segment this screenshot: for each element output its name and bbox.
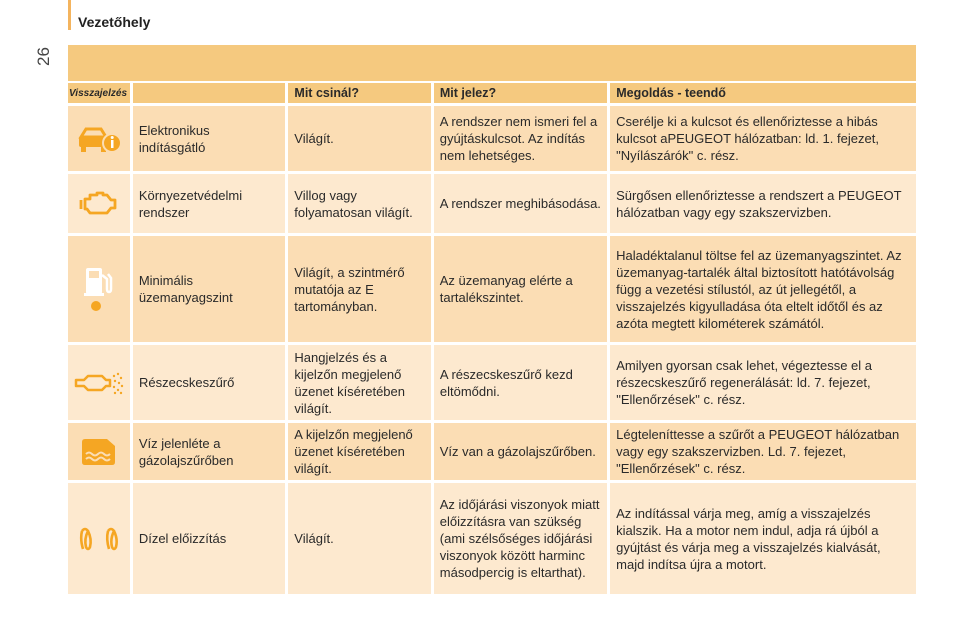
row-what: Hangjelzés és a kijelzőn megjelenő üzenet kíséretében világít.: [288, 345, 430, 420]
row-name: Dízel előizzítás: [133, 483, 285, 594]
row-solution: Cserélje ki a kulcsot és ellenőriztesse a hibás kulcsot aPEUGEOT hálózatban: ld. 1. fejezet, "Nyílászárók" c. rész.: [610, 106, 916, 171]
table-row: [68, 483, 916, 594]
row-what: Világít.: [288, 483, 431, 594]
row-what: Villog vagy folyamatosan világít.: [288, 174, 431, 233]
header-icon-column: Visszajelzés: [68, 83, 130, 103]
table-row: [68, 423, 916, 480]
table-row: [68, 174, 916, 233]
row-meaning: Víz van a gázolajszűrőben.: [434, 423, 607, 480]
diesel-preheat-icon: [68, 483, 130, 594]
row-solution: Sürgősen ellenőriztesse a rendszert a PEUGEOT hálózatban vagy egy szakszervizben.: [610, 174, 916, 233]
row-name: Elektronikus indításgátló: [133, 106, 285, 171]
header-what-column: Mit csinál?: [288, 83, 430, 103]
row-what: Világít.: [288, 106, 431, 171]
table-header-row: [68, 83, 916, 103]
water-in-diesel-filter-icon: [68, 423, 130, 480]
engine-check-icon: [68, 174, 130, 233]
header-solution-column: Megoldás - teendő: [610, 83, 916, 103]
row-solution: Légteleníttesse a szűrőt a PEUGEOT hálózatban vagy egy szakszervizben. Ld. 7. fejezet, "Ellenőrzések" c. rész.: [610, 423, 916, 480]
row-solution: Az indítással várja meg, amíg a visszajelzés kialszik. Ha a motor nem indul, adja rá újból a gyújtást és várja meg a visszajelzés kialvását, majd indítsa újra a motort.: [610, 483, 916, 594]
row-meaning: A részecskeszűrő kezd eltömődni.: [434, 345, 607, 420]
header-name-column: [133, 83, 285, 103]
row-meaning: Az időjárási viszonyok miatt előizzításra van szükség (ami szélsőséges időjárási viszonyok között harminc másodpercig is eltarthat).: [434, 483, 607, 594]
row-meaning: A rendszer meghibásodása.: [434, 174, 607, 233]
header-meaning-column: Mit jelez?: [434, 83, 607, 103]
row-what: Világít, a szintmérő mutatója az E tartományban.: [288, 236, 431, 342]
table-banner: [68, 45, 916, 81]
section-title: Vezetőhely: [78, 14, 151, 30]
row-name: Minimális üzemanyagszint: [133, 236, 285, 342]
row-name: Víz jelenléte a gázolajszűrőben: [133, 423, 285, 480]
table-row: [68, 345, 916, 420]
table-row: [68, 236, 916, 342]
page-number: 26: [34, 47, 53, 66]
particle-filter-icon: [68, 345, 130, 420]
immobiliser-car-key-icon: [68, 106, 130, 171]
table-row: [68, 106, 916, 171]
row-what: A kijelzőn megjelenő üzenet kíséretében világít.: [288, 423, 431, 480]
row-meaning: Az üzemanyag elérte a tartalékszintet.: [434, 236, 607, 342]
row-name: Részecskeszűrő: [133, 345, 285, 420]
section-accent-bar: [68, 0, 71, 30]
row-solution: Haladéktalanul töltse fel az üzemanyagszintet. Az üzemanyag-tartalék által biztosított hatótávolság függ a vezetési stílustól, az út jellegétől, a visszajelzés kigyulladása óta eltelt időtől és az azóta megtett kilométerek számától.: [610, 236, 916, 342]
fuel-pump-icon: [68, 236, 130, 342]
row-name: Környezetvédelmi rendszer: [133, 174, 285, 233]
row-solution: Amilyen gyorsan csak lehet, végeztesse el a részecskeszűrő regenerálását: ld. 7. fejezet, "Ellenőrzések" c. rész.: [610, 345, 916, 420]
row-meaning: A rendszer nem ismeri fel a gyújtáskulcsot. Az indítás nem lehetséges.: [434, 106, 607, 171]
warning-lights-table: [68, 45, 916, 594]
